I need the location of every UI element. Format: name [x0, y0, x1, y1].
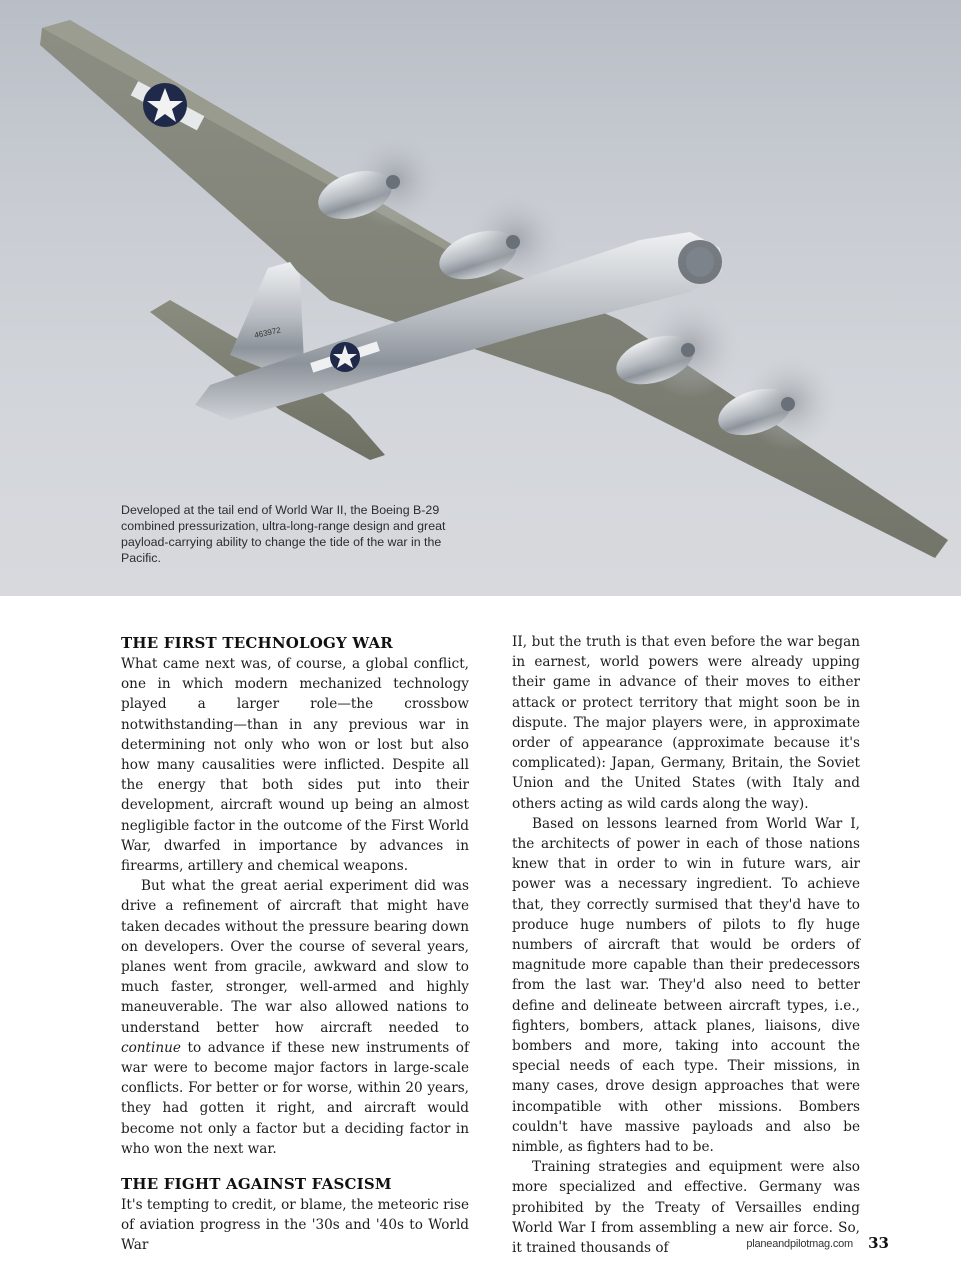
paragraph: What came next was, of course, a global conflict, one in which modern mechanized technology played a larger role—the crossbow notwithstanding—than in any previous war in determining not only who won or lost but also how many causalities were inflicted. Despite all the energy that both sides put into their development, aircraft wound up being an almost negligible factor in the outcome of the First World War, dwarfed in importance by advances in firearms, artillery and chemical weapons. [121, 656, 469, 875]
section-heading: THE FIGHT AGAINST FASCISM [121, 1175, 392, 1194]
paragraph: Training strategies and equipment were also more specialized and effective. Germany was prohibited by the Treaty of Versailles ending World War I from assembling a new air force. So, it trained thousands of [512, 1159, 860, 1257]
page-number: 33 [868, 1234, 889, 1252]
paragraph: II, but the truth is that even before the war began in earnest, world powers were already upping their game in advance of their moves to either attack or protect territory that might soon be in dispute. The major players were, in approximate order of appearance (approximate because it's complicated): Japan, Germany, Britain, the Soviet Union and the United States (with Italy and others acting as wild cards along the way). [512, 634, 860, 812]
photo-caption: Developed at the tail end of World War II, the Boeing B-29 combined pressurization, ultra-long-range design and great payload-carrying ability to change the tide of the war in the Pacific. [121, 503, 446, 565]
aircraft-photo [0, 0, 961, 596]
paragraph: It's tempting to credit, or blame, the meteoric rise of aviation progress in the '30s and '40s to World War [121, 1197, 469, 1254]
engine-2 [433, 190, 565, 290]
paragraph-text: to advance if these new instruments of war were to become major factors in large-scale conflicts. For better or for worse, within 20 years, they had gotten it right, and aircraft would become not only a factor but a deciding factor in who won the next war. [121, 1039, 469, 1157]
paragraph: Based on lessons learned from World War I, the architects of power in each of those nations knew that in order to win in future wars, air power was a necessary ingredient. To achieve that, they correctly surmised that they'd have to produce huge numbers of pilots to fly huge numbers of aircraft that would be orders of magnitude more capable than their predecessors from the last war. They'd also need to better define and delineate between aircraft types, i.e., fighters, bombers, attack planes, liaisons, dive bombers and more, taking into account the special needs of each type. Their missions, in many cases, drove design approaches that were incompatible with other missions. Bombers couldn't have massive payloads and also be nimble, as fighters had to be. [512, 815, 860, 1156]
paragraph-text: But what the great aerial experiment did was drive a refinement of aircraft that might have taken decades without the pressure bearing down on developers. Over the course of several years, planes went from gracile, awkward and slow to much faster, stronger, well-armed and highly maneuverable. The war also allowed nations to understand better how aircraft needed to [121, 878, 469, 1036]
section-heading: THE FIRST TECHNOLOGY WAR [121, 634, 393, 652]
article-column-left [121, 632, 469, 1256]
emphasis-text: continue [121, 1039, 181, 1056]
article-column-right [512, 632, 860, 1258]
footer-url: planeandpilotmag.com [746, 1238, 853, 1250]
paragraph [121, 876, 469, 1159]
tail-number: 463972 [253, 325, 282, 340]
